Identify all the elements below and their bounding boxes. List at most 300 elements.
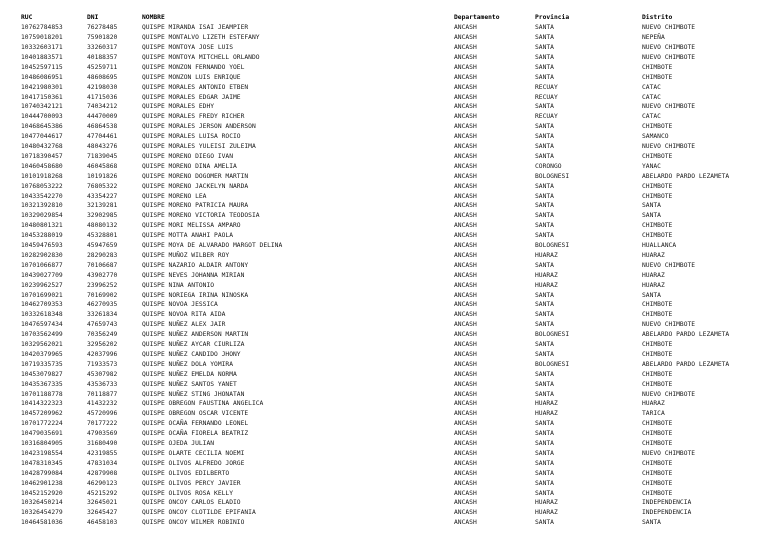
departamento-cell: ANCASH bbox=[454, 261, 477, 269]
dni-cell: 76805322 bbox=[87, 182, 118, 190]
ruc-cell: 10480432768 bbox=[21, 143, 63, 150]
distrito-cell: CHIMBOTE bbox=[642, 341, 673, 348]
nombre-cell: QUISPE OLIVOS PERCY JAVIER bbox=[142, 479, 241, 487]
nombre-cell: QUISPE OLIVOS ALFREDO JORGE bbox=[142, 459, 245, 467]
departamento-cell: ANCASH bbox=[454, 232, 477, 240]
distrito-cell: INDEPENDENCIA bbox=[642, 509, 692, 517]
departamento-cell: ANCASH bbox=[454, 271, 477, 279]
nombre-cell: QUISPE ONCOY CLOTILDE EPIFANIA bbox=[142, 509, 256, 517]
table-row bbox=[0, 380, 768, 390]
departamento-cell: ANCASH bbox=[454, 479, 477, 487]
provincia-cell: SANTA bbox=[535, 103, 554, 111]
dni-cell: 45328801 bbox=[87, 232, 118, 240]
provincia-cell: HUARAZ bbox=[535, 509, 558, 517]
departamento-cell: ANCASH bbox=[454, 489, 477, 497]
distrito-cell: SANTA bbox=[642, 519, 661, 527]
nombre-cell: QUISPE MORENO DINA AMELIA bbox=[142, 162, 237, 170]
provincia-cell: BOLOGNESI bbox=[535, 172, 570, 180]
departamento-cell: ANCASH bbox=[454, 242, 477, 249]
dni-cell: 32139281 bbox=[87, 202, 118, 210]
departamento-cell: ANCASH bbox=[454, 222, 477, 230]
table-row bbox=[0, 192, 768, 202]
departamento-cell: ANCASH bbox=[454, 34, 477, 42]
ruc-cell: 10703562499 bbox=[21, 331, 63, 339]
nombre-cell: QUISPE MORALES LUISA ROCIO bbox=[142, 133, 241, 141]
ruc-cell: 10453288019 bbox=[21, 232, 63, 240]
dni-cell: 41715036 bbox=[87, 93, 118, 101]
nombre-cell: QUISPE NEVES JOHANNA MIRIAN bbox=[142, 271, 245, 279]
ruc-cell: 10462709353 bbox=[21, 301, 63, 309]
provincia-cell: SANTA bbox=[535, 34, 554, 42]
nombre-cell: QUISPE ONCOY CARLOS ELADIO bbox=[142, 499, 241, 507]
table-row bbox=[0, 241, 768, 251]
ruc-cell: 10428799084 bbox=[21, 469, 63, 477]
departamento-cell: ANCASH bbox=[454, 291, 477, 299]
dni-cell: 41432232 bbox=[87, 400, 118, 408]
distrito-cell: NUEVO CHIMBOTE bbox=[642, 390, 696, 398]
nombre-cell: QUISPE MORI MELISSA AMPARO bbox=[142, 222, 241, 230]
nombre-cell: QUISPE OLARTE CECILIA NOEMI bbox=[142, 449, 245, 457]
dni-cell: 71839045 bbox=[87, 152, 118, 160]
departamento-cell: ANCASH bbox=[454, 93, 477, 101]
table-row bbox=[0, 281, 768, 291]
table-header bbox=[0, 13, 768, 23]
provincia-cell: HUARAZ bbox=[535, 271, 558, 279]
departamento-cell: ANCASH bbox=[454, 182, 477, 190]
distrito-cell: CHIMBOTE bbox=[642, 152, 673, 160]
table-row bbox=[0, 122, 768, 132]
nombre-cell: QUISPE NUÑEZ SANTOS YANET bbox=[142, 380, 237, 388]
dni-cell: 47831034 bbox=[87, 459, 118, 467]
dni-cell: 45720996 bbox=[87, 410, 118, 418]
table-row bbox=[0, 479, 768, 489]
dni-cell: 32645021 bbox=[87, 499, 118, 507]
provincia-cell: SANTA bbox=[535, 341, 554, 348]
distrito-cell: NUEVO CHIMBOTE bbox=[642, 261, 696, 269]
provincia-cell: SANTA bbox=[535, 202, 554, 210]
table-row bbox=[0, 172, 768, 182]
distrito-cell: ABELARDO PARDO LEZAMETA bbox=[642, 172, 730, 180]
table-row bbox=[0, 340, 768, 350]
departamento-cell: ANCASH bbox=[454, 321, 477, 329]
table-row bbox=[0, 350, 768, 360]
dni-cell: 45215292 bbox=[87, 489, 118, 497]
provincia-cell: SANTA bbox=[535, 152, 554, 160]
nombre-cell: QUISPE NUÑEZ EMELDA NORMA bbox=[142, 370, 237, 378]
provincia-cell: SANTA bbox=[535, 63, 554, 71]
dni-cell: 42198030 bbox=[87, 83, 118, 91]
dni-cell: 45259711 bbox=[87, 63, 118, 71]
dni-cell: 31680490 bbox=[87, 440, 118, 447]
ruc-cell: 10435367335 bbox=[21, 380, 63, 388]
table-row bbox=[0, 102, 768, 112]
ruc-cell: 10414322323 bbox=[21, 400, 63, 408]
provincia-cell: SANTA bbox=[535, 192, 554, 200]
departamento-cell: ANCASH bbox=[454, 172, 477, 180]
ruc-cell: 10433542270 bbox=[21, 192, 63, 200]
table-row bbox=[0, 449, 768, 459]
nombre-cell: QUISPE MORALES ANTONIO ETBEN bbox=[142, 83, 249, 91]
departamento-cell: ANCASH bbox=[454, 519, 477, 527]
provincia-cell: SANTA bbox=[535, 321, 554, 329]
ruc-cell: 10420379965 bbox=[21, 350, 63, 358]
nombre-cell: QUISPE MORALES JERSON ANDERSON bbox=[142, 123, 256, 131]
nombre-cell: QUISPE MONTOYA MITCHELL ORLANDO bbox=[142, 53, 260, 61]
departamento-cell: ANCASH bbox=[454, 380, 477, 388]
dni-cell: 33261834 bbox=[87, 311, 118, 319]
nombre-cell: QUISPE OCAÑA FERNANDO LEONEL bbox=[142, 420, 249, 428]
ruc-cell: 10476597434 bbox=[21, 321, 63, 329]
table-row bbox=[0, 360, 768, 370]
provincia-cell: SANTA bbox=[535, 489, 554, 497]
table-row bbox=[0, 320, 768, 330]
distrito-cell: CHIMBOTE bbox=[642, 182, 673, 190]
departamento-cell: ANCASH bbox=[454, 400, 477, 408]
table-row bbox=[0, 330, 768, 340]
nombre-cell: QUISPE NUÑEZ ALEX JAIR bbox=[142, 321, 226, 329]
table-row bbox=[0, 459, 768, 469]
provincia-cell: SANTA bbox=[535, 53, 554, 61]
ruc-cell: 10478310345 bbox=[21, 459, 63, 467]
distrito-cell: CHIMBOTE bbox=[642, 420, 673, 428]
departamento-cell: ANCASH bbox=[454, 469, 477, 477]
nombre-cell: QUISPE OLIVOS EDILBERTO bbox=[142, 469, 230, 477]
nombre-cell: QUISPE ONCOY WILMER ROBINIO bbox=[142, 519, 245, 527]
distrito-cell: NUEVO CHIMBOTE bbox=[642, 449, 696, 457]
departamento-cell: ANCASH bbox=[454, 202, 477, 210]
dni-cell: 43354227 bbox=[87, 192, 118, 200]
departamento-cell: ANCASH bbox=[454, 192, 477, 200]
ruc-cell: 10464581036 bbox=[21, 519, 63, 527]
dni-cell: 47704461 bbox=[87, 133, 118, 141]
departamento-cell: ANCASH bbox=[454, 113, 477, 121]
distrito-cell: NUEVO CHIMBOTE bbox=[642, 53, 696, 61]
table-row bbox=[0, 261, 768, 271]
ruc-cell: 10401883571 bbox=[21, 53, 63, 61]
table-row bbox=[0, 211, 768, 221]
dni-cell: 23996252 bbox=[87, 281, 118, 289]
table-row bbox=[0, 142, 768, 152]
nombre-cell: QUISPE NOVOA JESSICA bbox=[142, 301, 218, 309]
ruc-cell: 10486086951 bbox=[21, 73, 63, 81]
nombre-cell: QUISPE NOVOA RITA AIDA bbox=[142, 311, 226, 319]
dni-cell: 46290123 bbox=[87, 479, 118, 487]
nombre-cell: QUISPE MIRANDA ISAI JEAMPIER bbox=[142, 24, 249, 32]
nombre-cell: QUISPE MORENO PATRICIA MAURA bbox=[142, 202, 249, 210]
dni-cell: 48608695 bbox=[87, 73, 118, 81]
distrito-cell: CHIMBOTE bbox=[642, 63, 673, 71]
header-distrito: Distrito bbox=[642, 14, 673, 21]
departamento-cell: ANCASH bbox=[454, 331, 477, 339]
provincia-cell: SANTA bbox=[535, 380, 554, 388]
nombre-cell: QUISPE NINA ANTONIO bbox=[142, 281, 215, 289]
table-row bbox=[0, 518, 768, 528]
provincia-cell: SANTA bbox=[535, 212, 554, 220]
table-row bbox=[0, 409, 768, 419]
departamento-cell: ANCASH bbox=[454, 390, 477, 398]
dni-cell: 46864538 bbox=[87, 123, 118, 131]
distrito-cell: CHIMBOTE bbox=[642, 459, 673, 467]
ruc-cell: 10444700093 bbox=[21, 113, 63, 121]
departamento-cell: ANCASH bbox=[454, 162, 477, 170]
nombre-cell: QUISPE MOYA DE ALVARADO MARGOT DELINA bbox=[142, 242, 283, 249]
provincia-cell: SANTA bbox=[535, 133, 554, 141]
distrito-cell: TARICA bbox=[642, 410, 665, 418]
departamento-cell: ANCASH bbox=[454, 103, 477, 111]
dni-cell: 42037996 bbox=[87, 350, 118, 358]
provincia-cell: RECUAY bbox=[535, 83, 558, 91]
ruc-cell: 10701772224 bbox=[21, 420, 63, 428]
ruc-cell: 10718390457 bbox=[21, 152, 63, 160]
nombre-cell: QUISPE MONZON FERNANDO YOEL bbox=[142, 63, 245, 71]
table-row bbox=[0, 498, 768, 508]
provincia-cell: SANTA bbox=[535, 459, 554, 467]
distrito-cell: SANTA bbox=[642, 291, 661, 299]
nombre-cell: QUISPE OBREGON OSCAR VICENTE bbox=[142, 410, 249, 418]
dni-cell: 32645427 bbox=[87, 509, 118, 517]
table-row bbox=[0, 23, 768, 33]
dni-cell: 46270935 bbox=[87, 301, 118, 309]
distrito-cell: NUEVO CHIMBOTE bbox=[642, 44, 696, 51]
table-row bbox=[0, 73, 768, 83]
provincia-cell: SANTA bbox=[535, 479, 554, 487]
table-row bbox=[0, 419, 768, 429]
dni-cell: 76278485 bbox=[87, 24, 118, 32]
distrito-cell: CHIMBOTE bbox=[642, 311, 673, 319]
table-row bbox=[0, 439, 768, 449]
distrito-cell: HUARAZ bbox=[642, 251, 665, 259]
departamento-cell: ANCASH bbox=[454, 143, 477, 150]
distrito-cell: HUALLANCA bbox=[642, 242, 677, 249]
header-ruc: RUC bbox=[21, 14, 33, 21]
ruc-cell: 10423198554 bbox=[21, 449, 63, 457]
ruc-cell: 10457209962 bbox=[21, 410, 63, 418]
provincia-cell: SANTA bbox=[535, 430, 554, 438]
ruc-cell: 10477044617 bbox=[21, 133, 63, 141]
ruc-cell: 10480801321 bbox=[21, 222, 63, 230]
departamento-cell: ANCASH bbox=[454, 370, 477, 378]
table-row bbox=[0, 83, 768, 93]
provincia-cell: SANTA bbox=[535, 440, 554, 447]
departamento-cell: ANCASH bbox=[454, 449, 477, 457]
ruc-cell: 10282902830 bbox=[21, 251, 63, 259]
nombre-cell: QUISPE NAZARIO ALDAIR ANTONY bbox=[142, 261, 249, 269]
provincia-cell: SANTA bbox=[535, 232, 554, 240]
nombre-cell: QUISPE NORIEGA IRINA NINOSKA bbox=[142, 291, 249, 299]
provincia-cell: SANTA bbox=[535, 519, 554, 527]
dni-cell: 48080132 bbox=[87, 222, 118, 230]
nombre-cell: QUISPE MORALES FREDY RICHER bbox=[142, 113, 245, 121]
table-row bbox=[0, 300, 768, 310]
ruc-cell: 10479035691 bbox=[21, 430, 63, 438]
table-row bbox=[0, 310, 768, 320]
table-row bbox=[0, 399, 768, 409]
ruc-cell: 10329562021 bbox=[21, 341, 63, 348]
ruc-cell: 10701066877 bbox=[21, 261, 63, 269]
table-row bbox=[0, 251, 768, 261]
table-row bbox=[0, 152, 768, 162]
dni-cell: 70169902 bbox=[87, 291, 118, 299]
table-row bbox=[0, 469, 768, 479]
ruc-cell: 10740342121 bbox=[21, 103, 63, 111]
provincia-cell: HUARAZ bbox=[535, 499, 558, 507]
ruc-cell: 10759018201 bbox=[21, 34, 63, 42]
dni-cell: 43536733 bbox=[87, 380, 118, 388]
departamento-cell: ANCASH bbox=[454, 133, 477, 141]
provincia-cell: SANTA bbox=[535, 291, 554, 299]
dni-cell: 40188357 bbox=[87, 53, 118, 61]
dni-cell: 46458103 bbox=[87, 519, 118, 527]
dni-cell: 43902770 bbox=[87, 271, 118, 279]
distrito-cell: CHIMBOTE bbox=[642, 469, 673, 477]
provincia-cell: RECUAY bbox=[535, 113, 558, 121]
table-row bbox=[0, 33, 768, 43]
table-row bbox=[0, 291, 768, 301]
dni-cell: 42319855 bbox=[87, 449, 118, 457]
ruc-cell: 10468645386 bbox=[21, 123, 63, 131]
distrito-cell: CHIMBOTE bbox=[642, 370, 673, 378]
distrito-cell: CHIMBOTE bbox=[642, 232, 673, 240]
distrito-cell: CHIMBOTE bbox=[642, 440, 673, 447]
dni-cell: 71933573 bbox=[87, 360, 118, 368]
table-row bbox=[0, 132, 768, 142]
nombre-cell: QUISPE MORENO JACKELYN NARDA bbox=[142, 182, 249, 190]
header-provincia: Provincia bbox=[535, 14, 570, 21]
nombre-cell: QUISPE OCAÑA FIORELA BEATRIZ bbox=[142, 430, 249, 438]
distrito-cell: ABELARDO PARDO LEZAMETA bbox=[642, 360, 730, 368]
ruc-cell: 10316804905 bbox=[21, 440, 63, 447]
provincia-cell: HUARAZ bbox=[535, 410, 558, 418]
table-row bbox=[0, 43, 768, 53]
departamento-cell: ANCASH bbox=[454, 73, 477, 81]
distrito-cell: CHIMBOTE bbox=[642, 380, 673, 388]
ruc-cell: 10421980301 bbox=[21, 83, 63, 91]
departamento-cell: ANCASH bbox=[454, 63, 477, 71]
nombre-cell: QUISPE NUÑEZ CANDIDO JHONY bbox=[142, 350, 241, 358]
nombre-cell: QUISPE MORALES EDGAR JAIME bbox=[142, 93, 241, 101]
distrito-cell: CHIMBOTE bbox=[642, 123, 673, 131]
departamento-cell: ANCASH bbox=[454, 410, 477, 418]
provincia-cell: SANTA bbox=[535, 222, 554, 230]
distrito-cell: SANTA bbox=[642, 212, 661, 220]
nombre-cell: QUISPE MONTOYA JOSE LUIS bbox=[142, 44, 233, 51]
nombre-cell: QUISPE OBREGON FAUSTINA ANGELICA bbox=[142, 400, 264, 408]
dni-cell: 70106687 bbox=[87, 261, 118, 269]
distrito-cell: CATAC bbox=[642, 113, 661, 121]
departamento-cell: ANCASH bbox=[454, 24, 477, 32]
ruc-cell: 10762784853 bbox=[21, 24, 63, 32]
departamento-cell: ANCASH bbox=[454, 83, 477, 91]
table-row bbox=[0, 370, 768, 380]
nombre-cell: QUISPE MONTALVO LIZETH ESTEFANY bbox=[142, 34, 260, 42]
distrito-cell: CHIMBOTE bbox=[642, 350, 673, 358]
departamento-cell: ANCASH bbox=[454, 53, 477, 61]
table-row bbox=[0, 93, 768, 103]
header-nombre: NOMBRE bbox=[142, 14, 165, 21]
ruc-cell: 10462901238 bbox=[21, 479, 63, 487]
departamento-cell: ANCASH bbox=[454, 341, 477, 348]
nombre-cell: QUISPE NUÑEZ STING JHONATAN bbox=[142, 390, 245, 398]
provincia-cell: SANTA bbox=[535, 420, 554, 428]
nombre-cell: QUISPE NUÑEZ DOLA YOMIRA bbox=[142, 360, 233, 368]
departamento-cell: ANCASH bbox=[454, 311, 477, 319]
distrito-cell: SANTA bbox=[642, 202, 661, 210]
dni-cell: 45307982 bbox=[87, 370, 118, 378]
dni-cell: 33260317 bbox=[87, 44, 118, 51]
dni-cell: 10191826 bbox=[87, 172, 118, 180]
header-departamento: Departamento bbox=[454, 14, 500, 21]
table-row bbox=[0, 53, 768, 63]
distrito-cell: HUARAZ bbox=[642, 271, 665, 279]
ruc-cell: 10719335735 bbox=[21, 360, 63, 368]
nombre-cell: QUISPE MORENO VICTORIA TEODOSIA bbox=[142, 212, 260, 220]
provincia-cell: SANTA bbox=[535, 350, 554, 358]
distrito-cell: CHIMBOTE bbox=[642, 301, 673, 309]
distrito-cell: SAMANCO bbox=[642, 133, 669, 141]
distrito-cell: HUARAZ bbox=[642, 400, 665, 408]
nombre-cell: QUISPE NUÑEZ ANDERSON MARTIN bbox=[142, 331, 249, 339]
ruc-cell: 10452597115 bbox=[21, 63, 63, 71]
provincia-cell: HUARAZ bbox=[535, 251, 558, 259]
provincia-cell: SANTA bbox=[535, 73, 554, 81]
nombre-cell: QUISPE MUÑOZ WILBER ROY bbox=[142, 251, 230, 259]
distrito-cell: CHIMBOTE bbox=[642, 222, 673, 230]
provincia-cell: SANTA bbox=[535, 123, 554, 131]
departamento-cell: ANCASH bbox=[454, 44, 477, 51]
ruc-cell: 10239962527 bbox=[21, 281, 63, 289]
ruc-cell: 10768053222 bbox=[21, 182, 63, 190]
dni-cell: 45947659 bbox=[87, 242, 118, 249]
ruc-cell: 10439027709 bbox=[21, 271, 63, 279]
table-row bbox=[0, 63, 768, 73]
ruc-cell: 10452152920 bbox=[21, 489, 63, 497]
distrito-cell: NUEVO CHIMBOTE bbox=[642, 24, 696, 32]
dni-cell: 48043276 bbox=[87, 143, 118, 150]
departamento-cell: ANCASH bbox=[454, 350, 477, 358]
ruc-cell: 10329029854 bbox=[21, 212, 63, 220]
distrito-cell: NUEVO CHIMBOTE bbox=[642, 321, 696, 329]
provincia-cell: BOLOGNESI bbox=[535, 331, 570, 339]
table-row bbox=[0, 201, 768, 211]
nombre-cell: QUISPE MOTTA ANAHI PAOLA bbox=[142, 232, 233, 240]
table-row bbox=[0, 231, 768, 241]
distrito-cell: CHIMBOTE bbox=[642, 192, 673, 200]
provincia-cell: SANTA bbox=[535, 449, 554, 457]
distrito-cell: NEPEÑA bbox=[642, 34, 665, 42]
departamento-cell: ANCASH bbox=[454, 301, 477, 309]
provincia-cell: HUARAZ bbox=[535, 281, 558, 289]
distrito-cell: CHIMBOTE bbox=[642, 479, 673, 487]
dni-cell: 46045868 bbox=[87, 162, 118, 170]
departamento-cell: ANCASH bbox=[454, 499, 477, 507]
distrito-cell: ABELARDO PARDO LEZAMETA bbox=[642, 331, 730, 339]
departamento-cell: ANCASH bbox=[454, 420, 477, 428]
distrito-cell: YANAC bbox=[642, 162, 661, 170]
distrito-cell: NUEVO CHIMBOTE bbox=[642, 143, 696, 150]
provincia-cell: SANTA bbox=[535, 301, 554, 309]
dni-cell: 28290283 bbox=[87, 251, 118, 259]
ruc-cell: 10332603171 bbox=[21, 44, 63, 51]
departamento-cell: ANCASH bbox=[454, 430, 477, 438]
distrito-cell: CATAC bbox=[642, 93, 661, 101]
provincia-cell: RECUAY bbox=[535, 93, 558, 101]
table-row bbox=[0, 271, 768, 281]
table-row bbox=[0, 390, 768, 400]
distrito-cell: INDEPENDENCIA bbox=[642, 499, 692, 507]
departamento-cell: ANCASH bbox=[454, 281, 477, 289]
departamento-cell: ANCASH bbox=[454, 440, 477, 447]
provincia-cell: SANTA bbox=[535, 370, 554, 378]
